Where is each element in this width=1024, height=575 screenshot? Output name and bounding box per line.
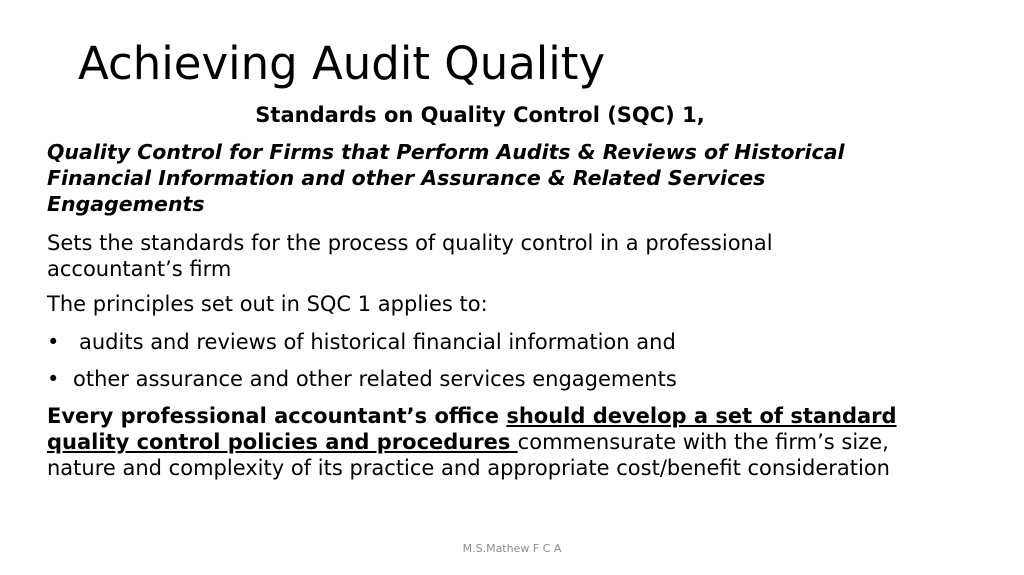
slide-footer: M.S.Mathew F C A [462, 542, 562, 555]
sets-standards-text: Sets the standards for the process of quality control in a professional accountant’s firm [47, 231, 773, 281]
principles-text: The principles set out in SQC 1 applies to: [47, 292, 488, 316]
slide-subtitle: Standards on Quality Control (SQC) 1, [255, 103, 705, 127]
policy-underlined-text: should develop a set of standard quality control policies and procedures [47, 404, 897, 454]
sqc-full-title: Quality Control for Firms that Perform Audits & Reviews of Historical Financial Information and other Assurance & Related Services Engagements [47, 140, 845, 216]
bullet-text-2: other assurance and other related services engagements [73, 367, 677, 391]
bullet-text-1: audits and reviews of historical financial information and [79, 330, 676, 354]
policy-paragraph [47, 403, 927, 481]
bullet-item-1 [47, 329, 907, 355]
slide-title: Achieving Audit Quality [78, 37, 606, 90]
bullet-icon: • [47, 330, 60, 354]
bullet-item-2 [47, 366, 907, 392]
bullet-icon: • [47, 367, 60, 391]
policy-bold-text: Every professional accountant’s office [47, 404, 507, 428]
policy-rest-text: commensurate with the firm’s size, nature and complexity of its practice and appropriate cost/benefit consideration [47, 430, 890, 480]
